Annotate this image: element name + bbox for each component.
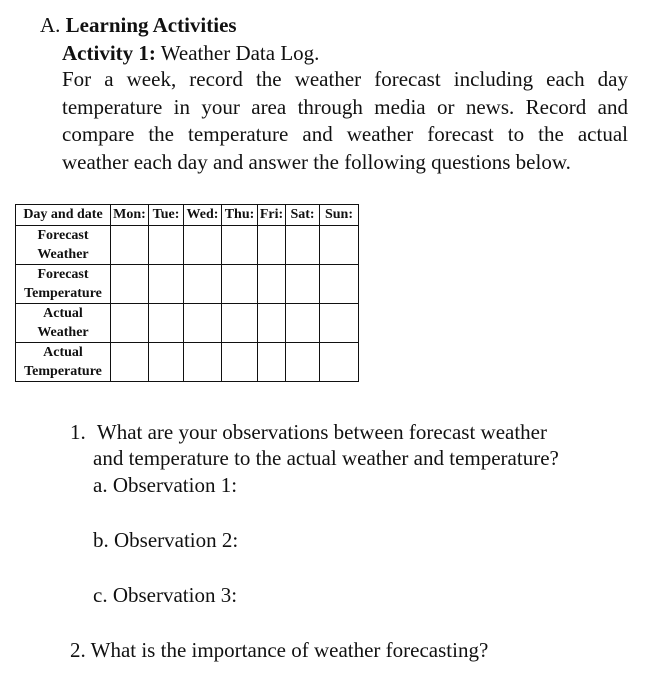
table-cell[interactable] bbox=[258, 265, 286, 304]
table-cell[interactable] bbox=[320, 304, 359, 343]
row-label bbox=[16, 343, 111, 382]
row-label bbox=[16, 265, 111, 304]
day-header-tue: Tue: bbox=[149, 205, 184, 226]
table-cell[interactable] bbox=[222, 304, 258, 343]
table-cell[interactable] bbox=[149, 343, 184, 382]
table-cell[interactable] bbox=[111, 265, 149, 304]
day-header-mon: Mon: bbox=[111, 205, 149, 226]
row-label bbox=[16, 226, 111, 265]
row-label-line2: Temperature bbox=[24, 286, 102, 301]
question-2-number: 2. bbox=[70, 638, 86, 662]
table-cell[interactable] bbox=[111, 304, 149, 343]
table-cell[interactable] bbox=[320, 343, 359, 382]
observation-2-label: b. Observation 2: bbox=[93, 528, 239, 552]
day-header-sat: Sat: bbox=[286, 205, 320, 226]
table-cell[interactable] bbox=[184, 265, 222, 304]
weather-log-table bbox=[15, 204, 359, 382]
day-header-thu: Thu: bbox=[222, 205, 258, 226]
table-cell[interactable] bbox=[286, 265, 320, 304]
corner-header: Day and date bbox=[16, 205, 111, 226]
table-cell[interactable] bbox=[184, 226, 222, 265]
table-cell[interactable] bbox=[286, 226, 320, 265]
table-cell[interactable] bbox=[320, 226, 359, 265]
table-cell[interactable] bbox=[258, 226, 286, 265]
table-cell[interactable] bbox=[111, 226, 149, 265]
question-2-text: What is the importance of weather forecasting? bbox=[90, 638, 489, 662]
activity-heading bbox=[62, 40, 319, 66]
section-title: Learning Activities bbox=[65, 13, 237, 37]
table-cell[interactable] bbox=[258, 304, 286, 343]
observation-1-label: a. Observation 1: bbox=[93, 473, 238, 497]
activity-label: Activity 1: bbox=[62, 41, 156, 65]
table-cell[interactable] bbox=[149, 226, 184, 265]
table-cell[interactable] bbox=[286, 343, 320, 382]
table-row bbox=[16, 304, 359, 343]
question-1-line2: and temperature to the actual weather and temperature? bbox=[93, 446, 559, 470]
table-cell[interactable] bbox=[320, 265, 359, 304]
row-label-line1: Actual bbox=[43, 306, 83, 321]
table-cell[interactable] bbox=[184, 343, 222, 382]
question-1 bbox=[70, 419, 628, 446]
section-letter: A. bbox=[40, 13, 61, 37]
table-cell[interactable] bbox=[149, 265, 184, 304]
row-label-line1: Actual bbox=[43, 345, 83, 360]
intro-paragraph: For a week, record the weather forecast including each day temperature in your area through media or news. Record and compare the temperature and weather forecast to the actual weather each day and answer the following questions below. bbox=[62, 67, 628, 174]
row-label-line2: Weather bbox=[37, 325, 89, 340]
row-label-line2: Temperature bbox=[24, 364, 102, 379]
table-row bbox=[16, 265, 359, 304]
question-1-number: 1. bbox=[70, 420, 86, 444]
table-row bbox=[16, 343, 359, 382]
row-label-line1: Forecast bbox=[37, 228, 89, 243]
question-1-line1: What are your observations between forecast weather bbox=[96, 420, 548, 444]
row-label-line1: Forecast bbox=[37, 267, 89, 282]
table-cell[interactable] bbox=[222, 265, 258, 304]
table-header-row bbox=[16, 205, 359, 226]
table-cell[interactable] bbox=[286, 304, 320, 343]
table-cell[interactable] bbox=[184, 304, 222, 343]
row-label bbox=[16, 304, 111, 343]
table-cell[interactable] bbox=[258, 343, 286, 382]
observation-3-label: c. Observation 3: bbox=[93, 583, 238, 607]
day-header-sun: Sun: bbox=[320, 205, 359, 226]
question-2 bbox=[70, 637, 488, 664]
activity-title: Weather Data Log. bbox=[160, 41, 320, 65]
table-cell[interactable] bbox=[111, 343, 149, 382]
table-cell[interactable] bbox=[222, 343, 258, 382]
row-label-line2: Weather bbox=[37, 247, 89, 262]
day-header-wed: Wed: bbox=[184, 205, 222, 226]
table-cell[interactable] bbox=[149, 304, 184, 343]
section-heading bbox=[40, 12, 237, 38]
day-header-fri: Fri: bbox=[258, 205, 286, 226]
table-row bbox=[16, 226, 359, 265]
table-cell[interactable] bbox=[222, 226, 258, 265]
